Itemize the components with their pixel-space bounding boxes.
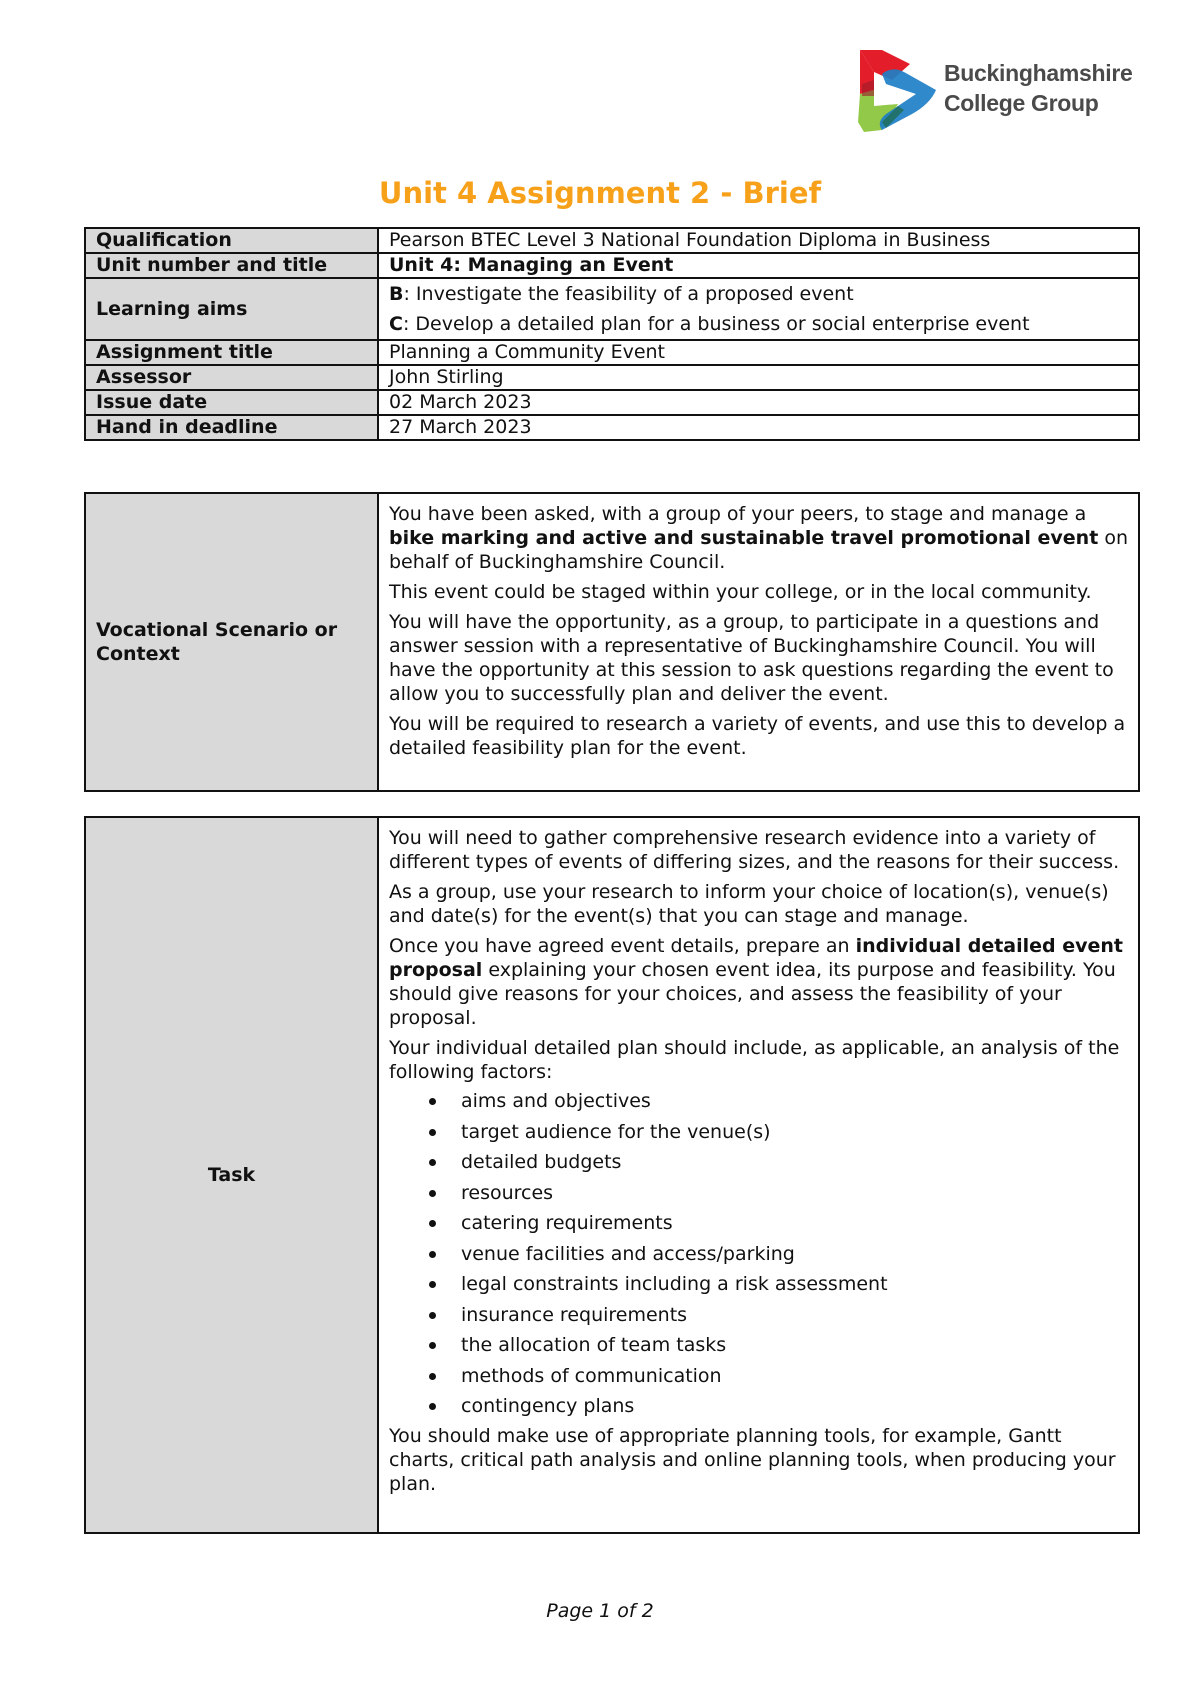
list-item xyxy=(389,1178,1128,1209)
table-row xyxy=(85,278,1139,340)
table-row xyxy=(85,415,1139,440)
scenario-table xyxy=(84,492,1140,792)
issue-date-label: Issue date xyxy=(85,390,378,415)
text: explaining your chosen event idea, its purpose and feasibility. You should give reasons for your choices, and assess the feasibility of your proposal. xyxy=(389,959,1116,1029)
task-paragraph: As a group, use your research to inform your choice of location(s), venue(s) and date(s) for the event(s) that you can stage and manage. xyxy=(389,881,1109,927)
deadline-value: 27 March 2023 xyxy=(378,415,1139,440)
scenario-paragraph: This event could be staged within your college, or in the local community. xyxy=(389,581,1092,603)
bullet-icon xyxy=(429,1403,436,1410)
task-paragraph: Your individual detailed plan should include, as applicable, an analysis of the following factors: xyxy=(389,1037,1120,1083)
learning-aim-c xyxy=(389,309,1128,339)
learning-aims-value xyxy=(378,278,1139,340)
table-row xyxy=(85,493,1139,791)
factor-text: resources xyxy=(461,1181,554,1204)
assignment-details-table xyxy=(84,227,1140,441)
assessor-value: John Stirling xyxy=(378,365,1139,390)
scenario-paragraph: You will be required to research a variety of events, and use this to develop a detailed feasibility plan for the event. xyxy=(389,713,1126,759)
scenario-paragraph xyxy=(389,502,1128,574)
qualification-label: Qualification xyxy=(85,228,378,253)
task-paragraph xyxy=(389,934,1128,1030)
learning-aims-label: Learning aims xyxy=(85,278,378,340)
list-item xyxy=(389,1117,1128,1148)
logo-line-2: College Group xyxy=(944,90,1099,116)
list-item xyxy=(389,1391,1128,1422)
table-row xyxy=(85,340,1139,365)
factor-text: catering requirements xyxy=(461,1212,673,1234)
aim-code: C xyxy=(389,313,403,335)
bullet-icon xyxy=(429,1342,436,1349)
list-item xyxy=(389,1330,1128,1361)
scenario-label: Vocational Scenario or Context xyxy=(85,493,378,791)
issue-date-value: 02 March 2023 xyxy=(378,390,1139,415)
deadline-label: Hand in deadline xyxy=(85,415,378,440)
factor-text: contingency plans xyxy=(461,1395,635,1417)
factor-text: venue facilities and access/parking xyxy=(461,1242,795,1265)
assessor-label: Assessor xyxy=(85,365,378,390)
logo-line-1: Buckinghamshire xyxy=(944,60,1133,86)
factor-text: the allocation of team tasks xyxy=(461,1334,727,1356)
factor-text: detailed budgets xyxy=(461,1151,622,1173)
bullet-icon xyxy=(429,1312,436,1319)
factor-text: insurance requirements xyxy=(461,1303,688,1326)
table-row xyxy=(85,390,1139,415)
task-table xyxy=(84,816,1140,1534)
list-item xyxy=(389,1239,1128,1270)
list-item xyxy=(389,1208,1128,1239)
proposal-bold: individual detailed event proposal xyxy=(389,935,1124,981)
bullet-icon xyxy=(429,1251,436,1258)
aim-text: : Develop a detailed plan for a business or social enterprise event xyxy=(402,313,1030,335)
logo-wordmark xyxy=(944,58,1133,118)
scenario-content xyxy=(378,493,1139,791)
factor-text: legal constraints including a risk assessment xyxy=(461,1273,888,1295)
list-item xyxy=(389,1086,1128,1117)
task-label: Task xyxy=(85,817,378,1533)
scenario-paragraph: You will have the opportunity, as a group, to participate in a questions and answer session with a representative of Buckinghamshire Council. You will have the opportunity at this session to ask questions regarding the event to allow you to successfully plan and deliver the event. xyxy=(389,611,1114,705)
bullet-icon xyxy=(429,1190,436,1197)
list-item xyxy=(389,1361,1128,1392)
factor-text: methods of communication xyxy=(461,1364,722,1387)
table-row xyxy=(85,253,1139,278)
factors-list xyxy=(389,1086,1128,1422)
bullet-icon xyxy=(429,1098,436,1105)
unit-value: Unit 4: Managing an Event xyxy=(378,253,1139,278)
aim-code: B xyxy=(389,283,404,305)
list-item xyxy=(389,1147,1128,1178)
event-name-bold: bike marking and active and sustainable travel promotional event xyxy=(389,527,1099,549)
unit-label: Unit number and title xyxy=(85,253,378,278)
list-item xyxy=(389,1300,1128,1331)
bullet-icon xyxy=(429,1129,436,1136)
table-row xyxy=(85,365,1139,390)
bullet-icon xyxy=(429,1373,436,1380)
page-number: Page 1 of 2 xyxy=(546,1600,654,1622)
task-paragraph: You will need to gather comprehensive research evidence into a variety of different types of events of differing sizes, and the reasons for their success. xyxy=(389,827,1120,873)
bullet-icon xyxy=(429,1281,436,1288)
table-row xyxy=(85,817,1139,1533)
aim-text: : Investigate the feasibility of a proposed event xyxy=(403,283,854,305)
bullet-icon xyxy=(429,1159,436,1166)
factor-text: target audience for the venue(s) xyxy=(461,1120,771,1143)
text: You have been asked, with a group of your peers, to stage and manage a xyxy=(389,503,1087,525)
task-paragraph: You should make use of appropriate planning tools, for example, Gantt charts, critical path analysis and online planning tools, when producing your plan. xyxy=(389,1424,1116,1495)
list-item xyxy=(389,1269,1128,1300)
task-content xyxy=(378,817,1139,1533)
qualification-value: Pearson BTEC Level 3 National Foundation Diploma in Business xyxy=(378,228,1139,253)
text: Once you have agreed event details, prepare an xyxy=(389,935,856,957)
text: on behalf of Buckinghamshire Council. xyxy=(389,527,1128,573)
assignment-title-label: Assignment title xyxy=(85,340,378,365)
learning-aim-b xyxy=(389,279,1128,309)
factor-text: aims and objectives xyxy=(461,1090,651,1112)
bullet-icon xyxy=(429,1220,436,1227)
college-logo xyxy=(852,44,1152,136)
table-row xyxy=(85,228,1139,253)
page-title: Unit 4 Assignment 2 - Brief xyxy=(378,176,822,210)
triangle-logo-icon xyxy=(852,44,944,136)
assignment-title-value: Planning a Community Event xyxy=(378,340,1139,365)
